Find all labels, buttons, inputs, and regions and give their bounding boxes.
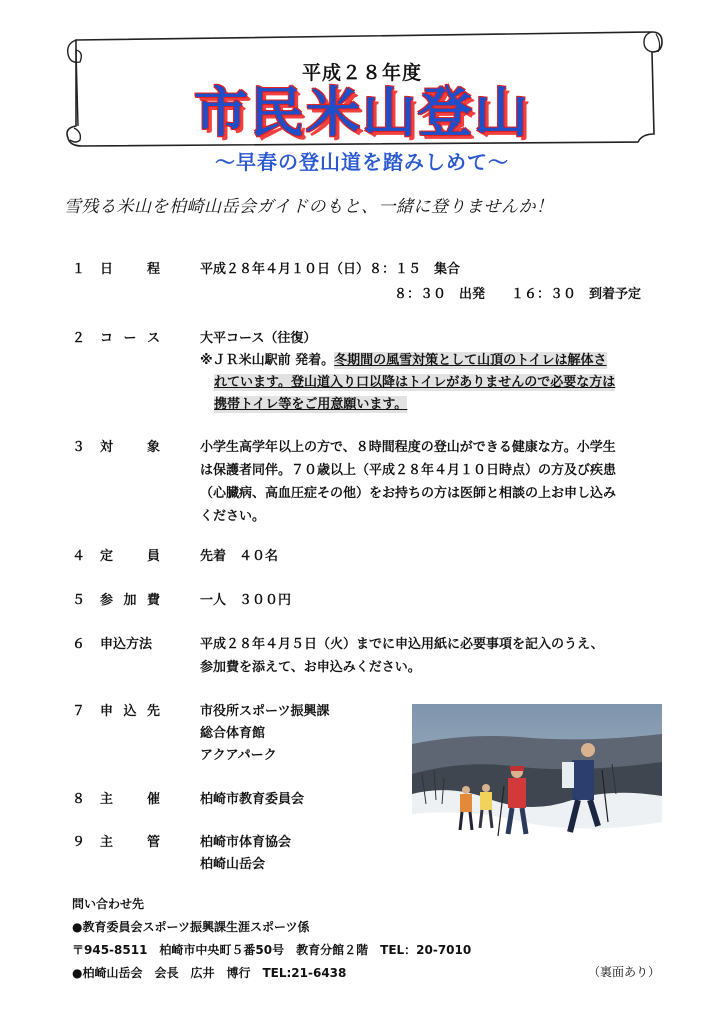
host-value: 柏崎市教育委員会 [200, 792, 305, 807]
item-number: １ [72, 262, 86, 277]
subtitle: ～早春の登山道を踏みしめて～ [215, 150, 509, 174]
item-label: コ ー ス [100, 331, 160, 346]
contact-org-2: ●柏崎山岳会 会長 広井 博行 TEL:21-6438 [72, 966, 347, 980]
target-line-4: ください。 [200, 509, 266, 524]
apply-place: アクアパーク [200, 748, 277, 763]
climbers-photo [412, 704, 662, 874]
target-line-1: 小学生高学年以上の方で、８時間程度の登山ができる健康な方。小学生 [200, 440, 616, 455]
course-note: ※ＪＲ米山駅前 発着。冬期間の風雪対策として山頂のトイレは解体さ [200, 353, 607, 368]
method-line-2: 参加費を添えて、お申込みください。 [200, 660, 421, 675]
apply-place: 総合体育館 [200, 726, 266, 741]
course-note-highlight: 冬期間の風雪対策として山頂のトイレは解体さ [334, 353, 607, 368]
item-number: ４ [72, 549, 86, 564]
item-label: 主 管 [100, 835, 160, 850]
method-line-1: 平成２８年４月５日（火）までに申込用紙に必要事項を記入のうえ、 [200, 637, 604, 652]
item-label: 定 員 [100, 549, 160, 564]
year-title: 平成２８年度 [301, 62, 422, 84]
item-number: ５ [72, 593, 86, 608]
manage-value: 柏崎市体育協会 [200, 835, 292, 850]
date-line-2: ８：３０ 出発 １６：３０ 到着予定 [394, 287, 642, 302]
course-line-1: 大平コース（往復） [200, 331, 317, 346]
item-number: ８ [72, 792, 86, 807]
course-note-highlight: 携帯トイレ等をご用意願います。 [214, 397, 408, 412]
date-line-1: 平成２８年４月１０日（日）８：１５ 集合 [200, 262, 461, 277]
contact-block [72, 893, 471, 985]
item-label: 主 催 [100, 792, 160, 807]
contact-heading: 問い合わせ先 [72, 897, 145, 911]
manage-value: 柏崎山岳会 [200, 857, 266, 872]
course-note-highlight: れています。登山道入り口以降はトイレがありませんので必要な方は [214, 375, 616, 390]
apply-place: 市役所スポーツ振興課 [200, 704, 330, 719]
contact-org-1: ●教育委員会スポーツ振興課生涯スポーツ係 [72, 920, 310, 934]
target-line-2: は保護者同伴。７０歳以上（平成２８年４月１０日時点）の方及び疾患 [200, 463, 617, 478]
item-number: ２ [72, 331, 86, 346]
back-side-note: （裏面あり） [588, 965, 661, 979]
target-line-3: （心臓病、高血圧症その他）をお持ちの方は医師と相談の上お申し込み [200, 486, 617, 501]
item-number: ６ [72, 637, 86, 652]
main-title: 市民米山登山 [194, 81, 530, 144]
item-label: 日 程 [100, 262, 160, 277]
item-label: 参 加 費 [100, 593, 160, 608]
item-number: ７ [72, 704, 86, 719]
intro-text: 雪残る米山を柏崎山岳会ガイドのもと、一緒に登りませんか！ [64, 197, 554, 217]
item-label: 対 象 [100, 440, 160, 455]
item-number: ９ [72, 835, 86, 850]
capacity-value: 先着 ４０名 [200, 549, 279, 564]
item-number: ３ [72, 440, 86, 455]
item-label: 申込方法 [100, 637, 153, 652]
item-label: 申 込 先 [100, 704, 160, 719]
fee-value: 一人 ３００円 [200, 593, 292, 608]
contact-address-1: 〒945-8511 柏崎市中央町５番50号 教育分館２階 TEL：20-7010 [72, 943, 472, 957]
